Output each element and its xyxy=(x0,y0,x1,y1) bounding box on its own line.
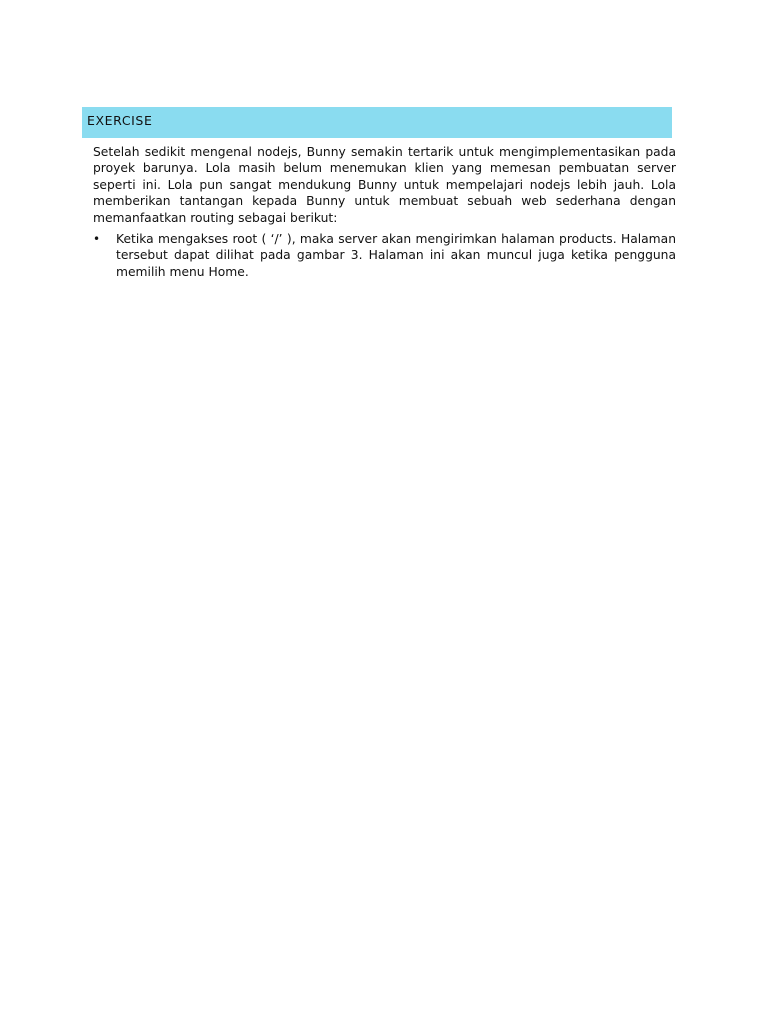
exercise-content xyxy=(93,144,676,280)
exercise-section-header xyxy=(82,107,672,138)
requirements-list xyxy=(93,231,676,280)
section-header-title: EXERCISE xyxy=(87,113,153,128)
list-item xyxy=(93,231,676,280)
list-item-text: Ketika mengakses root ( ‘/’ ), maka server akan mengirimkan halaman products. Halaman tersebut dapat dilihat pada gambar 3. Halaman ini akan muncul juga ketika pengguna memilih menu Home. xyxy=(116,232,676,279)
intro-paragraph: Setelah sedikit mengenal nodejs, Bunny semakin tertarik untuk mengimplementasikan pada proyek barunya. Lola masih belum menemukan klien yang memesan pembuatan server seperti ini. Lola pun sangat mendukung Bunny untuk mempelajari nodejs lebih jauh. Lola memberikan tantangan kepada Bunny untuk membuat sebuah web sederhana dengan memanfaatkan routing sebagai berikut: xyxy=(93,145,676,225)
bullet-icon: • xyxy=(93,232,101,247)
